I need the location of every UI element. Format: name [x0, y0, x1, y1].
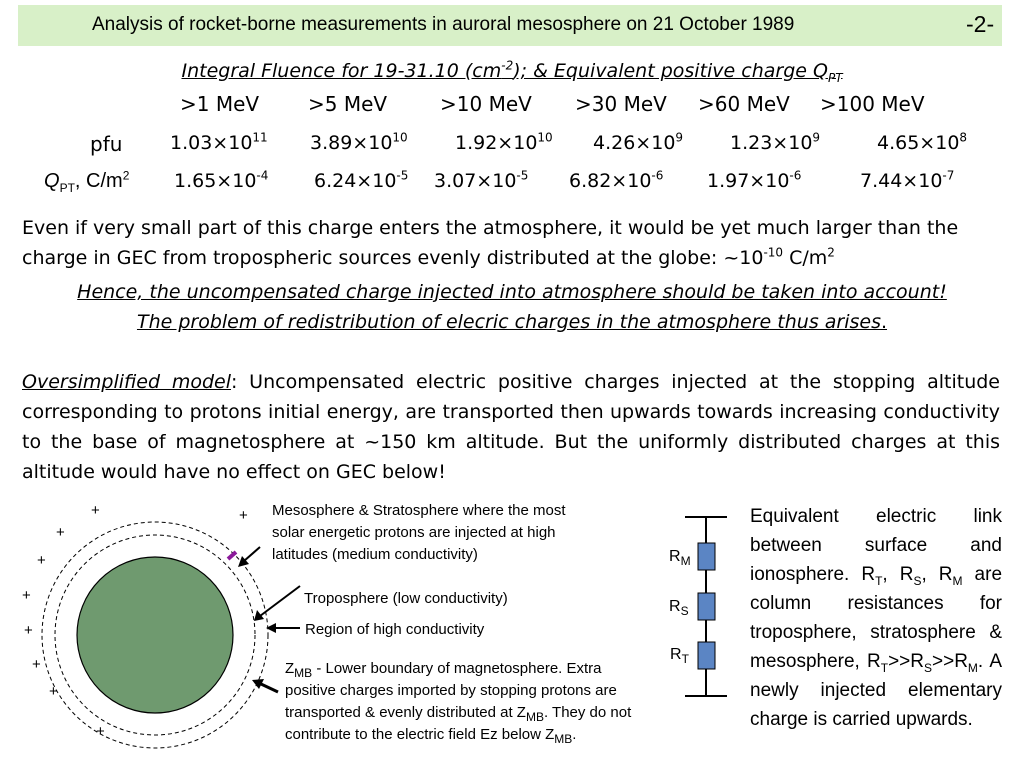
plus-charge: +: [49, 683, 58, 700]
paragraph-charge-comparison: Even if very small part of this charge enters the atmosphere, it would be yet much larger than the charge in GEC from tropospheric sources evenly distributed at the globe: $\sim 10^{-10}$ $C/m^2$: [22, 217, 959, 269]
conclusion-line-1: Hence, the uncompensated charge injected into atmosphere should be taken into account!: [77, 281, 947, 303]
threshold-header: >100 MeV: [820, 92, 925, 116]
model-label: Oversimplified model: [22, 371, 231, 393]
resistor-label-rs: $R_S$: [669, 598, 689, 619]
arrow-head: [254, 610, 264, 621]
pfu-value: $1.23\times 10^9$: [730, 130, 821, 154]
pfu-value: $4.65\times 10^8$: [877, 130, 968, 154]
page-number: -2-: [966, 11, 995, 37]
slide-title: Analysis of rocket-borne measurements in auroral mesosphere on 21 October 1989: [92, 14, 795, 35]
earth-circle: [77, 557, 233, 713]
arrow-head: [266, 623, 276, 633]
pfu-row-label: pfu: [90, 132, 123, 156]
threshold-header: >30 MeV: [575, 92, 667, 116]
plus-charge: +: [91, 502, 100, 519]
resistor-rm: [698, 543, 715, 570]
threshold-header: >60 MeV: [698, 92, 790, 116]
resistor-rt: [698, 642, 715, 669]
plus-charge: +: [96, 723, 105, 740]
qpt-value: $1.97\times 10^{-6}$: [707, 168, 802, 192]
qpt-value: $3.07\times 10^{-5}$: [434, 168, 529, 192]
qpt-value: $1.65\times 10^{-4}$: [174, 168, 269, 192]
plus-charge: +: [24, 622, 33, 639]
plus-charge: +: [22, 587, 31, 604]
threshold-header: >5 MeV: [308, 92, 388, 116]
equivalent-circuit-description: Equivalent electric link between surface and ionosphere. $R_T$, $R_S$, $R_M$ are column resistances for troposphere, stratosphere & mesosphere, $R_T>>R_S>>R_M$. A newly injected elementary charge is carried upwards.: [750, 506, 1003, 730]
label-mesosphere: Mesosphere & Stratosphere where the most solar energetic protons are injected at high latitudes (medium conductivity): [272, 502, 566, 563]
paragraph-conclusion: [22, 277, 1002, 337]
threshold-header: >10 MeV: [440, 92, 532, 116]
qpt-row-label: $Q_{PT}$, $C/m^2$: [44, 168, 130, 195]
resistor-label-rt: $R_T$: [670, 646, 689, 667]
qpt-value: $6.82\times 10^{-6}$: [569, 168, 664, 192]
pfu-value: $4.26\times 10^9$: [593, 130, 684, 154]
paragraph-model: Oversimplified model: Uncompensated electric positive charges injected at the stopping altitude corresponding to protons initial energy, are transported then upwards towards increasing conductivity to the base of magnetosphere at ~150 km altitude. But the uniformly distributed charges at this altitude would have no effect on GEC below!: [22, 371, 1000, 483]
plus-charge: +: [56, 524, 65, 541]
resistor-label-rm: $R_M$: [669, 548, 691, 569]
qpt-value: $7.44\times 10^{-7}$: [860, 168, 955, 192]
pfu-value: $1.92\times 10^{10}$: [455, 130, 553, 154]
injection-mark: [228, 552, 236, 559]
pfu-value: $1.03\times 10^{11}$: [170, 130, 268, 154]
arrow-mesosphere: [244, 547, 260, 561]
arrow-troposphere: [260, 586, 300, 616]
threshold-header: >1 MeV: [180, 92, 260, 116]
label-zmb: $Z_{MB}$ - Lower boundary of magnetosphere. Extra positive charges imported by stopping protons are transported & evenly distributed at $Z_{MB}$. They do not contribute to the electric field Ez below $Z_{MB}$.: [285, 660, 632, 746]
label-troposphere: Troposphere (low conductivity): [304, 590, 508, 607]
conclusion-line-2: The problem of redistribution of elecric charges in the atmosphere thus arises.: [136, 311, 888, 333]
plus-charge: +: [239, 507, 248, 524]
resistor-rs: [698, 593, 715, 620]
arrow-zmb: [261, 684, 278, 692]
label-high-conductivity: Region of high conductivity: [305, 621, 485, 638]
fluence-table-title: Integral Fluence for 19-31.10 $(cm^{-2})$; & Equivalent positive charge $Q_{PT}$: [181, 58, 843, 85]
plus-charge: +: [37, 552, 46, 569]
plus-charge: +: [32, 656, 41, 673]
qpt-value: $6.24\times 10^{-5}$: [314, 168, 409, 192]
pfu-value: $3.89\times 10^{10}$: [310, 130, 408, 154]
